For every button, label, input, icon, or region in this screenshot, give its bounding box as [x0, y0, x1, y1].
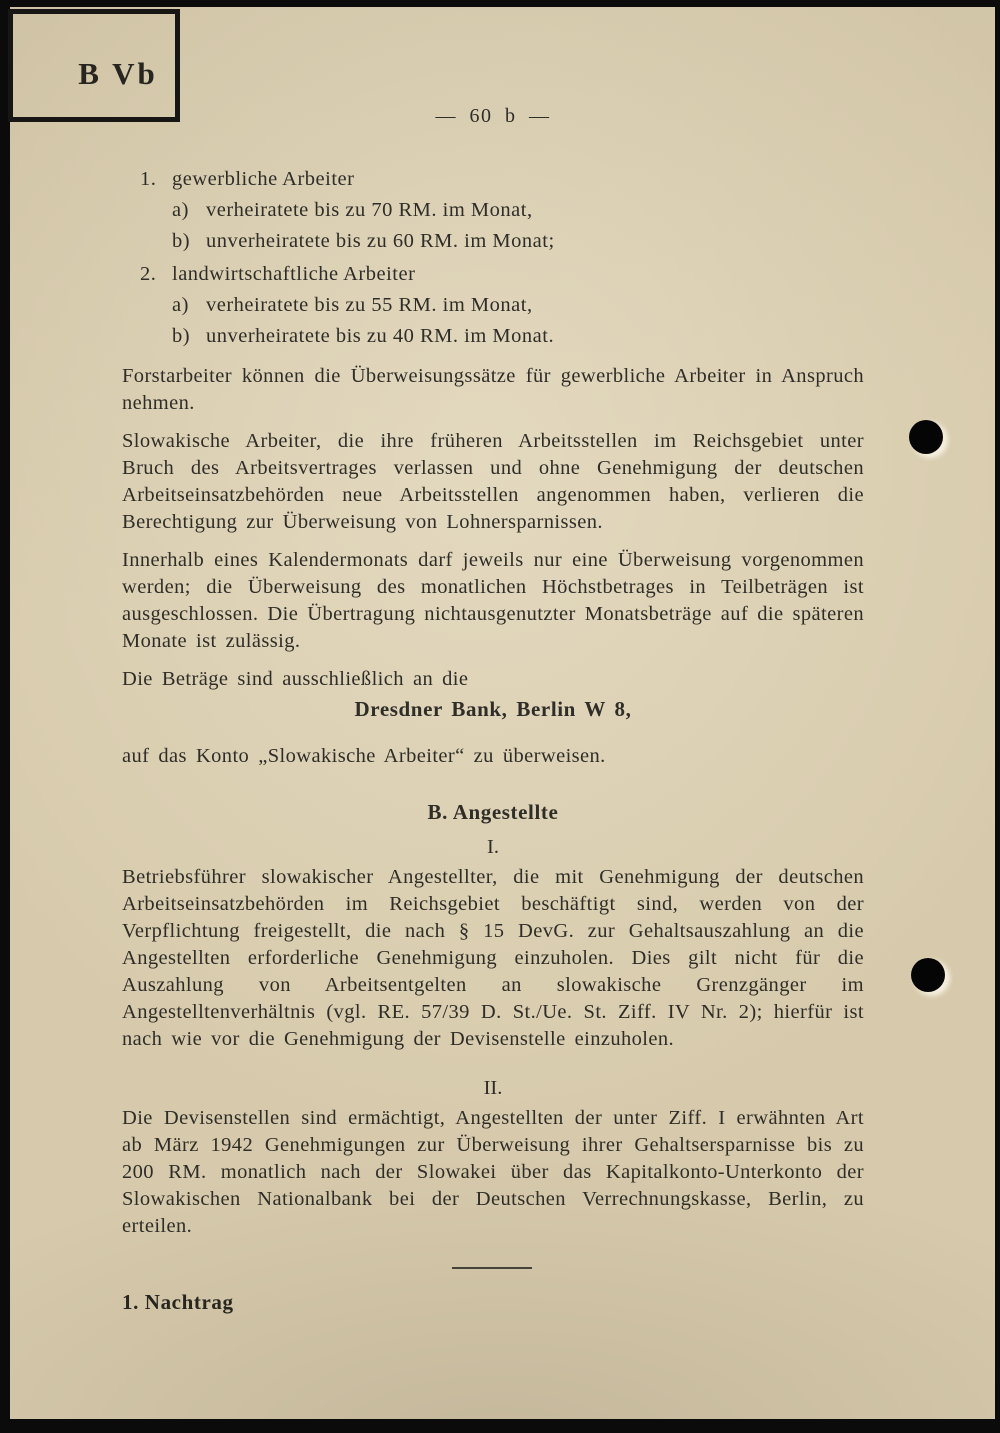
- footer-nachtrag-label: 1. Nachtrag: [122, 1290, 234, 1314]
- list-marker: 1.: [140, 168, 157, 190]
- paragraph-slowakische-arbeiter: Slowakische Arbeiter, die ihre früheren Arbeitsstellen im Reichsgebiet unter Bruch des Arbeitsvertrages verlassen und ohne Genehmigung der deutschen Arbeitseinsatzbehörden neue Arbeitsstellen angenommen haben, verlieren die Berechtigung zur Überweisung von Lohnersparnissen.: [122, 430, 864, 533]
- list-item-text: verheiratete bis zu 55 RM. im Monat,: [206, 294, 533, 316]
- divider-rule: [452, 1267, 532, 1269]
- paragraph-betraege-rest: auf das Konto „Slowakische Arbeiter“ zu überweisen.: [122, 745, 606, 767]
- list-item: [122, 321, 864, 352]
- numbered-list: [122, 164, 864, 352]
- list-item-text: unverheiratete bis zu 40 RM. im Monat.: [206, 325, 555, 347]
- paper-sheet: [10, 7, 995, 1419]
- list-item: [122, 195, 864, 226]
- list-title: landwirtschaftliche Arbeiter: [172, 263, 416, 285]
- list-submarker: a): [172, 199, 189, 221]
- list-head: [122, 164, 864, 195]
- list-item-text: verheiratete bis zu 70 RM. im Monat,: [206, 199, 533, 221]
- list-submarker: a): [172, 294, 189, 316]
- list-submarker: b): [172, 325, 191, 347]
- paragraph-devisenstellen: Die Devisenstellen sind ermächtigt, Angestellten der unter Ziff. I erwähnten Art ab März 1942 Genehmigungen zur Überweisung ihrer Gehaltsersparnisse bis zu 200 RM. monatlich nach der Slowakei über das Kapitalkonto-Unterkonto der Slowakischen Nationalbank bei der Deutschen Verrechnungskasse, Berlin, zu erteilen.: [122, 1107, 864, 1237]
- list-head: [122, 259, 864, 290]
- paragraph-betriebsfuehrer: Betriebsführer slowakischer Angestellter, die mit Genehmigung der deutschen Arbeitseinsatzbehörden im Reichsgebiet beschäftigt sind, werden von der Verpflichtung freigestellt, die nach § 15 DevG. zur Gehaltsauszahlung an die Angestellten erforderliche Genehmigung einzuholen. Dies gilt nicht für die Auszahlung von Arbeitsentgelten an slowakische Grenzgänger im Angestelltenverhältnis (vgl. RE. 57/39 D. St./Ue. St. Ziff. IV Nr. 2); hierfür ist nach wie vor die Genehmigung der Devisenstelle einzuholen.: [122, 866, 864, 1050]
- paragraph-kalendermonat: Innerhalb eines Kalendermonats darf jeweils nur eine Überweisung vorgenommen werden; die Überweisung des monatlichen Höchstbetrages in Teilbeträgen ist ausgeschlossen. Die Übertragung nichtausgenutzter Monatsbeträge auf die späteren Monate ist zulässig.: [122, 549, 864, 652]
- list-item: [122, 290, 864, 321]
- classification-stamp: B Vb: [78, 55, 158, 91]
- list-item: [122, 226, 864, 257]
- list-submarker: b): [172, 230, 191, 252]
- subsection-numeral-ii: II.: [483, 1077, 503, 1099]
- bank-address-line: Dresdner Bank, Berlin W 8,: [354, 697, 632, 721]
- page-number: — 60 b —: [435, 105, 551, 127]
- list-group-landwirtschaftliche: [122, 259, 864, 352]
- page-content: [122, 7, 864, 1315]
- paragraph-forstarbeiter: Forstarbeiter können die Überweisungssätze für gewerbliche Arbeiter in Anspruch nehmen.: [122, 365, 864, 414]
- list-item-text: unverheiratete bis zu 60 RM. im Monat;: [206, 230, 555, 252]
- subsection-numeral-i: I.: [487, 836, 499, 858]
- punch-hole-top: [909, 420, 943, 454]
- punch-hole-bottom: [911, 958, 945, 992]
- section-heading-angestellte: B. Angestellte: [427, 800, 559, 824]
- list-title: gewerbliche Arbeiter: [172, 168, 355, 190]
- paragraph-betraege-intro: Die Beträge sind ausschließlich an die: [122, 668, 469, 690]
- list-group-gewerbliche: [122, 164, 864, 257]
- list-marker: 2.: [140, 263, 157, 285]
